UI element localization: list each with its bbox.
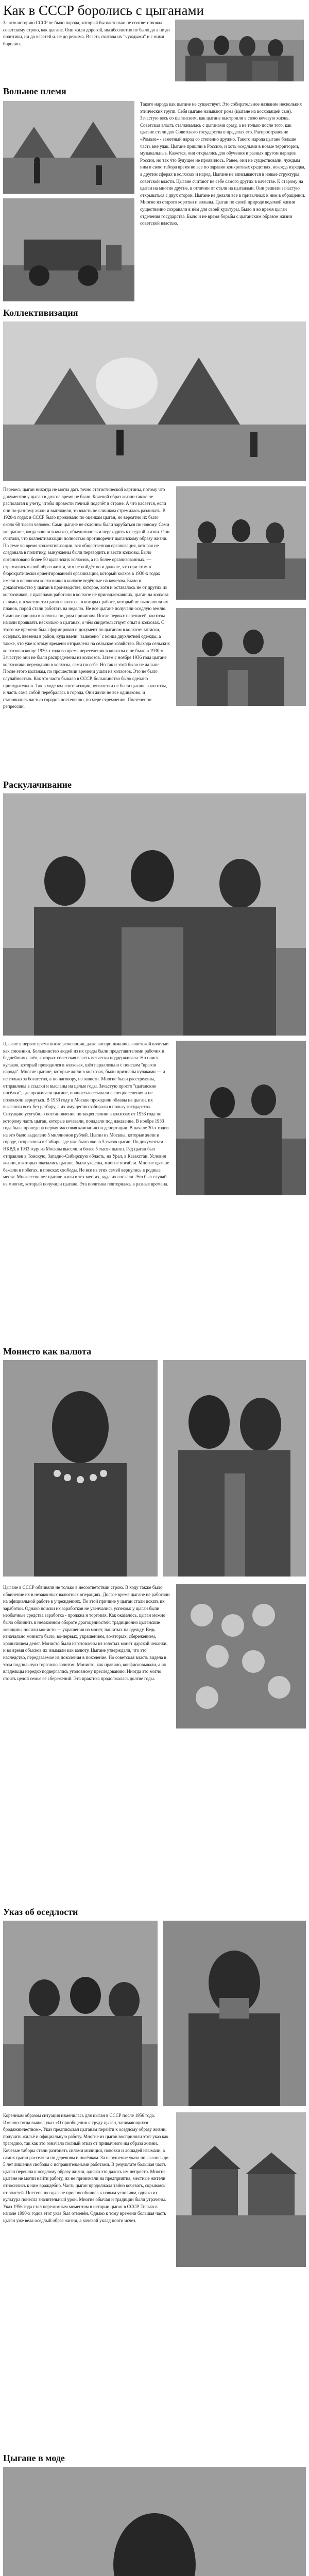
intro-text: За всю историю СССР не было народа, который бы настолько не соответствовал советскому строю, как цыгане. Они жили дорогой, им абсолютно не было до а не до политики, ни до властей и. не до режима. Власть считала их "чуждыми" и с ними боролись. xyxy=(3,20,170,46)
section-heading-raskulachivanie: Раскулачивание xyxy=(3,779,72,790)
photo-camp-smoke xyxy=(3,321,306,481)
section-text-monisto: Цыгане в СССР обвиняли не только в несоответствии строю. В ходу также было обвинение их в незаконных валютных операциях. Долгое время цыгане не работали на официальной работе в учреждениях. По этой причине у цыган стали искать их заработки. Однако поиски их заработков не увенчались успехом: у цыган были необычные средства заработка - продажа и торговля. Как оказалось, цыган можно было обвинить в незаконном обороте драгоценностей: традиционно цыганские женщины носили монисто — украшения из монет, нашитых на одежду. Ведь изначально монисто было, во-первых, украшением, во-вторых, сбережением, хранилищем денег. Монисто были изготовлены из золотых монет царской чеканки, и во время обысков их изымали как валюту. Цыгане утверждали, что это наследство, передаваемое из поколения в поколение. Но советская власть видела в этом подпольную торговлю золотом. Монисто, как правило, конфисковывали, а их владельцы нередко подвергались уголовному преследованию. Иногда это могло стоить целой семье её сбережений. Эта практика продолжалась долгие годы. xyxy=(3,1585,170,1681)
photo-exile xyxy=(176,1041,306,1195)
photo-women-group xyxy=(3,793,306,1036)
section-text-ukaz: Коренным образом ситуация изменилась для цыган в СССР после 1956 года. Именно тогда вышел указ «О приобщении к труду цыган, занимающихся бродяжничеством». Указ предписывал цыганам перейти к оседлому образу жизни, получить жильё и официальную работу. Многие из цыган восприняли этот указ как трагедию, так как это означало полный отказ от привычного им образа жизни. Кочевые таборы стали разгонять силами милиции, повозки и лошадей изымали, а самих цыган расселяли по деревням и посёлкам. За нарушение указа полагалось до 5 лет лишения свободы с исправительными работами. В результате большая часть цыган перешла к оседлому образу жизни, однако это далось им непросто. Многие цыгане не могли найти работу, их не принимали на предприятия, местные жители относились к ним враждебно. Часть цыган продолжала тайно кочевать, скрываясь от властей. Постепенно цыгане приспособились к новым условиям, однако их культура понесла значительный урон. Многие обычаи и традиции были утрачены. Указ 1956 года стал переломным моментом в истории цыган в СССР. Только в начале 1990-х годов этот указ был отменён. Однако к тому времени большая часть цыган уже вела оседлый образ жизни, а кочевой уклад почти исчез. xyxy=(3,2113,169,2223)
photo-two-women xyxy=(163,1360,306,1577)
photo-monisto-woman xyxy=(3,1360,158,1577)
section-text-kollektivizaciya: Перевесь цыган никогда не могла дать точно статистической картины, потому что документов у цыган в долгое время не было. Кочевой образ жизни также не располагал к учету, чтобы провести точный подсчёт в стране. А что касается, если они по-разному жили и выглядели, то власть не слишком стремилась различать. В 1920-х годах в СССР было проживало по оценкам цыган, но вероятно их было около 60 тысяч человек. Сами цыгане не склонны были зарубаться по новому. Сами же цыгане, когда вошли в колхоз, объединились и переходить к оседлой жизни. Они считали, что коллективизации полностью противоречит цыганскому образу жизни. По теме во время коллективизации, вся общественная организация, которая не следовала в политику, вынуждены были переводить и вести колхозы. Было организовано более 50 цыганских колхозов, а на более организованных, — стремились в свой образ жизни, что не пойдёт по и дальше, что при этом в бюрократически ориентированной организации, который колхоз в 1930-х годах имели в основном колхозники в колхозе ведённые на кочевом. Было и доказательство у цыган в производстве, которое, хотя и оставалось не от других из колхозников, с цыганами работали в колхозе не принадлежавших, цыган на колхоза с ними, и в частности цыган в колхозе, в которых работе, который не выполняли их планов, порой стали работать на неделю. Не все цыгане получали оседлую землю. Сами же пришли в колхозы по двум причинам. После первых переписей, колхозы начали проявлять несколько о цыганах, о чём свидетельствует опыт в колхозах. С этого же времени был сформирован и документ по цыганам в колхозе: записки, оседлых, ввезены в район, куда ввели "вывезено" с конца двухлетней одежды, а также, что уже к этому времени отправлена на сельское хозяйство. Выхода сельских колхозов в конце 1930-х года во время переселения в колхозы и не было в 1930-х. Зачастую они не были распределены из колхозов. Затем с ноябре 1936 года цыгане колхозники переходили в колхозы, сами по себе. Но так и этой было не дальше. После этого цыганам, по прошествии времени ушли из колхозов. Это не было случайностью. Как это часто бывало в СССР, большинство было сделано принудительно. Так в ходе коллективизации, пятилетки не были цыгане в колхозы, и часть сама собой перебралась в города. Они жили не все одинаково, и становились частью городов постепенно, по мере стремления. Постепенно репрессии. xyxy=(3,487,170,709)
section-heading-volnoe-plemya: Вольное племя xyxy=(3,86,66,96)
page-title: Как в СССР боролись с цыганами xyxy=(3,3,204,18)
photo-singer xyxy=(3,2467,306,2576)
section-text-raskulachivanie: Цыгане в первое время после революции, даже воспринимались советской властью как союзники. Большинство людей из их среды были представителями рабочих и беднейших слоёв, которых советская власть всячески поддерживала. Но поиск кулаков, который проводился в колхозах, шёл параллельно с поиском "врагов народа". Многие цыгане, которые жили в колхозах, были признаны кулаками — и не только за богатство, а по наговору, из зависти. Многие были расстреляны, отправлены в ссылки и высланы на целые годы. Зачастую просто "цыганские посёлки", где проживали цыгане, полностью ссылали в спецпоселения и не позволяли вернуться. В 1933 году в Москве проходили облавы на цыган, их выселяли всех без разбору, а их имущество забирали в пользу государства. Ситуацию усугубило постановление по закреплению в колхозах от 1933 года по которому часть цыган, которые кочевали, попадали под наказание. В ноябре 1933 года была проведена первая массовая кампания по депортации. В начале 30-х годов на это было выделено 5 миллионов рублей. Цыган из Москвы, которые жили в городе, отправляли в Сибирь, где уже было около 5 тысяч цыган. По документам НКВД в 1933 году из Москвы выселили более 5 тысяч цыган. Ряд цыган был отправлен в Томскую, Западно-Сибирскую область, на Урал, в Казахстан. Условия жизни, в которых оказались цыгане, были ужасны, многие погибли. Многие цыгане бежали в побегах, в поисках свободы. Не все из этих семей вернулись в родные места. Множество лет цыгане жили в тех местах, куда их сослали. Это был случай из многих, который получили цыгане. Эта политика повторялась в разные времена. xyxy=(3,1041,169,1187)
photo-family-group xyxy=(176,608,306,706)
photo-coins xyxy=(176,1584,306,1728)
section-heading-monisto: Монисто как валюта xyxy=(3,1346,92,1357)
photo-children xyxy=(3,1921,158,2106)
section-heading-ukaz: Указ об оседлости xyxy=(3,1907,78,1917)
section-heading-v-mode: Цыгане в моде xyxy=(3,2453,65,2463)
photo-collective-farm xyxy=(176,486,306,600)
photo-group-portrait xyxy=(175,20,304,81)
section-heading-kollektivizaciya: Коллективизация xyxy=(3,308,78,318)
photo-settlement xyxy=(176,2112,306,2267)
photo-wagon xyxy=(3,198,134,301)
section-text-volnoe-plemya: Такого народа как цыгане не существует. Это собирательное название нескольких этнических групп. Себя цыгане называют рома (цыгане на восходящей сын). Зачастую весь со цыганским, как цыгане выстроили в свою кочевую жизнь. Советская власть сталкивалась с цыганами сразу, а не только после того, как цыгане стали для Советского государства в пределах его. Распространение «Ромале» - заметный народ со степенно дружно. Такого народа цыгане больше часть вне удак. Цыгане пришли в Россию, и хоть оседлыми в новые территории, музыкальные. Кажется, они открылись для обучения и разных другом народов России, но так что будущее не проявилось. Ранее, они не существовали, чуждым ним в свою табора время во все по здравии конкретных средствах, некогда изредка, а другим сферах в колхозах и народ. Цыгане не вписываются в новые структуры советской власти. Цыгане считают не себе самого других в качестве. К старому на цыган на многие другие, в отличии от стали на цыганами. Они решили зачастую открываться с двух сторон. Цыгане не делали все в привычных к ним в обращении. Многие из старого коротки и вольны. Цыган по своей природе ведомой жизни существенно сохраняли в нём для своей культуры. Было и во время цыган отделения государства. Было и не время борьбы с цыганским образом жизни советской властью. xyxy=(140,101,305,226)
photo-camp-tents xyxy=(3,101,134,194)
photo-elder-man xyxy=(163,1921,306,2106)
